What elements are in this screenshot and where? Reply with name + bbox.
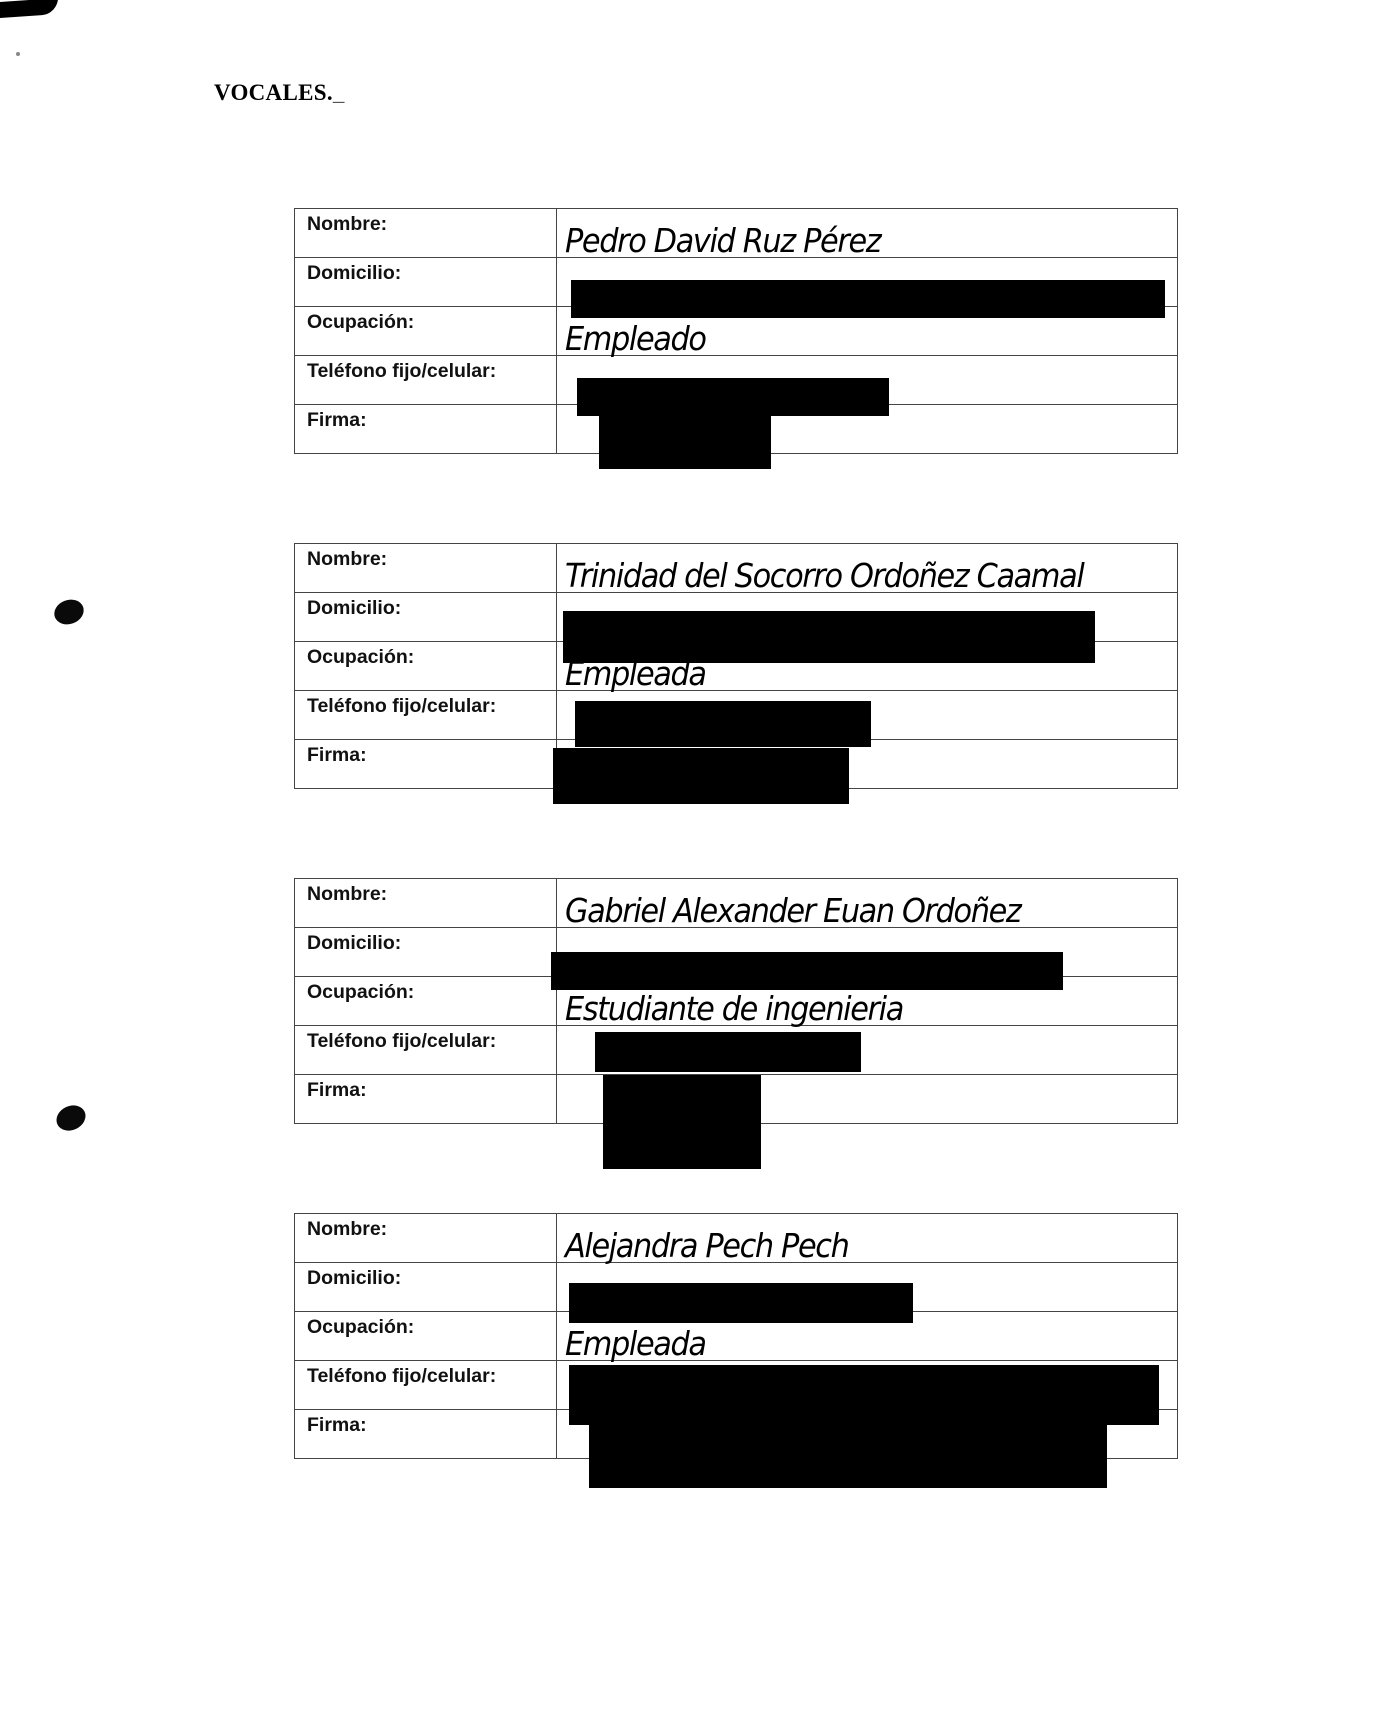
name-label: Nombre: xyxy=(295,209,557,258)
handwritten-name: Gabriel Alexander Euan Ordoñez xyxy=(565,891,1021,930)
name-label: Nombre: xyxy=(295,1214,557,1263)
phone-value-cell xyxy=(557,1361,1178,1410)
phone-label: Teléfono fijo/celular: xyxy=(295,356,557,405)
handwritten-occupation: Empleada xyxy=(565,654,706,693)
redacted-signature xyxy=(553,748,849,804)
occupation-value-cell xyxy=(557,1312,1178,1361)
address-value-cell xyxy=(557,258,1178,307)
scan-dot xyxy=(16,52,20,56)
occupation-value-cell xyxy=(557,977,1178,1026)
occupation-value-cell xyxy=(557,642,1178,691)
occupation-label: Ocupación: xyxy=(295,642,557,691)
redacted-signature xyxy=(589,1424,1107,1488)
occupation-label: Ocupación: xyxy=(295,307,557,356)
name-value-cell xyxy=(557,209,1178,258)
name-value-cell xyxy=(557,879,1178,928)
redacted-signature xyxy=(599,413,771,469)
address-label: Domicilio: xyxy=(295,928,557,977)
scan-mark xyxy=(0,0,58,18)
phone-label: Teléfono fijo/celular: xyxy=(295,691,557,740)
address-value-cell xyxy=(557,928,1178,977)
name-label: Nombre: xyxy=(295,879,557,928)
address-label: Domicilio: xyxy=(295,258,557,307)
name-value-cell xyxy=(557,544,1178,593)
phone-value-cell xyxy=(557,356,1178,405)
handwritten-name: Pedro David Ruz Pérez xyxy=(565,221,881,260)
vocal-form-3 xyxy=(294,878,1178,1124)
signature-label: Firma: xyxy=(295,405,557,454)
handwritten-name: Trinidad del Socorro Ordoñez Caamal xyxy=(565,556,1084,595)
phone-value-cell xyxy=(557,1026,1178,1075)
address-label: Domicilio: xyxy=(295,593,557,642)
punch-hole-mark xyxy=(51,596,87,629)
address-value-cell xyxy=(557,593,1178,642)
handwritten-occupation: Empleado xyxy=(565,319,706,358)
page-heading: VOCALES._ xyxy=(214,80,345,105)
name-label: Nombre: xyxy=(295,544,557,593)
signature-value-cell xyxy=(557,405,1178,454)
phone-value-cell xyxy=(557,691,1178,740)
occupation-label: Ocupación: xyxy=(295,977,557,1026)
punch-hole-mark xyxy=(52,1101,89,1135)
address-label: Domicilio: xyxy=(295,1263,557,1312)
vocal-form-2 xyxy=(294,543,1178,789)
handwritten-occupation: Estudiante de ingenieria xyxy=(565,989,903,1028)
name-value-cell xyxy=(557,1214,1178,1263)
redacted-signature xyxy=(603,1075,761,1169)
handwritten-name: Alejandra Pech Pech xyxy=(565,1226,849,1265)
signature-value-cell xyxy=(557,740,1178,789)
address-value-cell xyxy=(557,1263,1178,1312)
signature-value-cell xyxy=(557,1410,1178,1459)
signature-label: Firma: xyxy=(295,740,557,789)
handwritten-occupation: Empleada xyxy=(565,1324,706,1363)
vocal-form-1 xyxy=(294,208,1178,454)
signature-value-cell xyxy=(557,1075,1178,1124)
signature-label: Firma: xyxy=(295,1410,557,1459)
occupation-value-cell xyxy=(557,307,1178,356)
signature-label: Firma: xyxy=(295,1075,557,1124)
vocal-form-4 xyxy=(294,1213,1178,1459)
phone-label: Teléfono fijo/celular: xyxy=(295,1361,557,1410)
redaction-box xyxy=(595,1032,861,1072)
occupation-label: Ocupación: xyxy=(295,1312,557,1361)
phone-label: Teléfono fijo/celular: xyxy=(295,1026,557,1075)
